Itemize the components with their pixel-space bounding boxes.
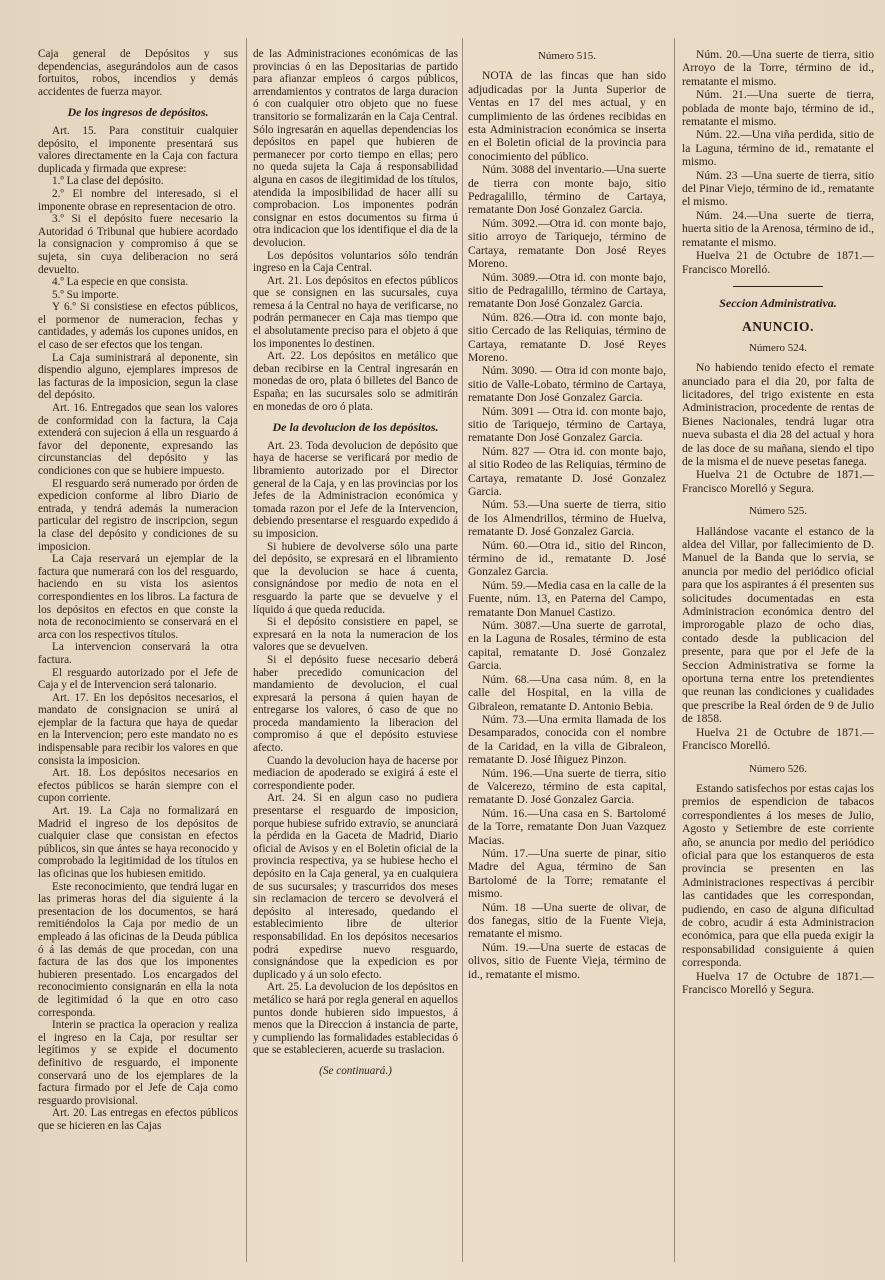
paragraph: Este reconocimiento, que tendrá lugar en las primeras horas del dia siguiente á la presentacion de los documentos, se hará remitiéndolos la Caja por medio de un empleado á las oficinas de la Deuda pública ó á las demás de que procedan, con una factura de las dos que los imponentes hubieren presentado. Los encargados del reconocimiento consignarán en ella la nota de legitimidad ó la que en otro caso corresponda. bbox=[38, 880, 238, 1019]
notice-number: Número 526. bbox=[748, 762, 808, 775]
paragraph: Art. 18. Los depósitos necesarios en efectos públicos se harán siempre con el cupon corriente. bbox=[38, 767, 238, 805]
column-rule bbox=[462, 38, 463, 1262]
paragraph: Art. 25. La devolucion de los depósitos en metálico se hará por regla general en aquellos puntos donde hubieren sido impuestos, á menos que la Direccion á instancia de parte, y cumpliendo las formalidades establecidas ó que se establecieren, acuerde su traslacion. bbox=[253, 981, 458, 1057]
paragraph: Si hubiere de devolverse sólo una parte del depósito, se expresará en el libramiento que la devolucion se hace á cuenta, consignándose por medio de nota en el resguardo la parte que se devuelve y el líquido á que queda reducida. bbox=[253, 540, 458, 616]
list-item: Núm. 17.—Una suerte de pinar, sitio Madre del Agua, término de San Bartolomé de la Torre; rematante el mismo. bbox=[468, 846, 666, 901]
list-item: Núm. 3092.—Otra id. con monte bajo, sitio arroyo de Tariquejo, término de Cartaya, rematante Don José Reyes Moreno. bbox=[468, 216, 666, 271]
list-item: Núm. 826.—Otra id. con monte bajo, sitio Cercado de las Reliquias, término de Cartaya, rematante D. José Reyes Moreno. bbox=[468, 310, 666, 364]
list-item: Núm. 827 — Otra id. con monte bajo, al sitio Rodeo de las Reliquias, término de Cartaya, rematante D. José Gonzalez Garcia. bbox=[468, 444, 666, 498]
paragraph: NOTA de las fincas que han sido adjudicadas por la Junta Superior de Ventas en 17 del mes actual, y en cumplimiento de las órdenes recibidas en esta Administracion económica se inserta en el Boletin oficial de la provincia para conocimiento del público. bbox=[468, 69, 666, 163]
column-2 bbox=[253, 48, 458, 1258]
paragraph: Art. 21. Los depósitos en efectos públicos que se consignen en las sucursales, cuya remesa á la Central no haya de verificarse, no podrán permanecer en Caja mas tiempo que el absolutamente preciso para el objeto á que los imponentes lo destinen. bbox=[253, 274, 458, 350]
section-heading: De la devolucion de los depósitos. bbox=[272, 420, 439, 435]
list-item: Núm. 18 —Una suerte de olivar, de dos fanegas, sitio de la Fuente Vieja, rematante el mismo. bbox=[468, 900, 666, 941]
paragraph: Hallándose vacante el estanco de la aldea del Villar, por fallecimiento de D. Manuel de la Banda que lo servia, se anuncia por medio del periódico oficial para que los aspirantes á él presenten sus solicitudes documentadas en esta Administracion económica dentro del improrogable plazo de ocho dias, contado desde la publicacion del presente, para que por el Jefe de la Seccion Administrativa se forme la oportuna terna entre los pretendientes que reunan las condiciones y cualidades que prescribe la Real órden de 9 de Julio de 1858. bbox=[682, 524, 874, 726]
list-item: Núm. 3089.—Otra id. con monte bajo, sitio de Pedragalillo, término de Cartaya, rematante Don José Gonzalez Garcia. bbox=[468, 270, 666, 311]
list-item: 5.º Su importe. bbox=[52, 288, 119, 301]
list-item: 2.º El nombre del interesado, si el imponente obrase en representacion de otro. bbox=[38, 187, 238, 213]
list-item: Núm. 23 —Una suerte de tierra, sitio del Pinar Viejo, término de id., rematante el mismo. bbox=[682, 168, 874, 209]
paragraph: Estando satisfechos por estas cajas los premios de espendicion de tabacos correspondientes á los meses de Julio, Agosto y Setiembre de este corriente año, se anuncia por medio del periódico oficial para que los estanqueros de esta provincia se presenten en las Administraciones respectivas á percibir las cantidades que les correspondan, pudiendo, en caso de alguna dificultad de cobro, acudir á esta Administracion económica, para que ella pueda exigir la responsabilidad consiguiente á quien corresponda. bbox=[682, 781, 874, 970]
list-item: 4.º La especie en que consista. bbox=[52, 276, 189, 289]
paragraph: La intervencion conservará la otra factura. bbox=[38, 641, 238, 666]
section-heading: De los ingresos de depósitos. bbox=[67, 105, 209, 120]
column-1 bbox=[38, 48, 238, 1258]
announcement-heading: ANUNCIO. bbox=[742, 319, 814, 335]
list-item: Núm. 3090. — Otra id con monte bajo, sitio de Valle-Lobato, término de Cartaya, rematante Don José Gonzalez Garcia. bbox=[468, 364, 666, 405]
paragraph: Art. 15. Para constituir cualquier depósito, el imponente presentará sus valores directamente en la Caja con factura duplicada y firmada que exprese: bbox=[38, 124, 238, 175]
paragraph: Si el depósito consistiere en papel, se expresará en la nota la numeracion de los valores que se devuelven. bbox=[253, 616, 458, 654]
paragraph: Si el depósito fuese necesario deberá haber precedido comunicacion del mandamiento de devolucion, el cual expresará la persona á quien hayan de entregarse los valores, ó caso de que no proceda mandamiento la liberacion del compromiso á que el depósito estuviese afecto. bbox=[253, 653, 458, 755]
list-item: Núm. 196.—Una suerte de tierra, sitio de Valcerezo, término de esta capital, rematante D. José Gonzalez Garcia. bbox=[468, 766, 666, 807]
column-rule bbox=[674, 38, 675, 1262]
paragraph: No habiendo tenido efecto el remate anunciado para el dia 20, por falta de licitadores, del trigo existente en esta Administracion, procedente de rentas de Bienes Nacionales, tendrá lugar otra nueva subasta el dia 28 del actual y hora de las doce de su mañana, siendo el tipo de la misma el de nueve pesetas fanega. bbox=[682, 361, 874, 468]
paragraph: Art. 23. Toda devolucion de depósito que haya de hacerse se verificará por medio de libramiento autorizado por el Director general de la Caja, y en las provincias por los Jefes de la Administracion económica y tomada razon por el Jefe de la Intervencion, debiendo presentarse el resguardo expedido á su imposicion. bbox=[253, 439, 458, 540]
paragraph: Art. 17. En los depósitos necesarios, el mandato de consignacion se unirá al ejemplar de la factura que haya de quedar en la Intervencion; pero este mandato no es indispensable para recibir los valores en que consista la imposicion. bbox=[38, 691, 238, 767]
notice-number: Número 515. bbox=[537, 50, 597, 62]
list-item: 3.º Si el depósito fuere necesario la Autoridad ó Tribunal que hubiere acordado la consignacion y compromiso á que se sujeta, sin cuya deliberacion no será devuelto. bbox=[38, 213, 238, 276]
separator-rule bbox=[733, 286, 823, 287]
paragraph: El resguardo será numerado por órden de expedicion conforme al libro Diario de entrada, y tendrá además la numeracion particular del registro de inscripcion, segun la clase del depósito y condiciones de su imposicion. bbox=[38, 477, 238, 553]
signature-line: Huelva 21 de Octubre de 1871.—Francisco Morelló. bbox=[682, 249, 874, 276]
paragraph: Caja general de Depósitos y sus dependencias, asegurándolos aun de casos fortuitos, robos, incendios y demás accidentes de fuerza mayor. bbox=[38, 48, 238, 98]
list-item: Núm. 3088 del inventario.—Una suerte de tierra con monte bajo, sitio Pedragalillo, término de Cartaya, rematante Don José Gonzalez Garcia. bbox=[468, 163, 666, 217]
spacer bbox=[682, 753, 874, 761]
paragraph: Interin se practica la operacion y realiza el ingreso en la Caja, por resultar ser legítimos y se expide el documento definitivo de resguardo, el imponente conservará uno de los ejemplares de la factura firmado por el Jefe de Caja como resguardo provisional. bbox=[38, 1019, 238, 1107]
list-item: Núm. 3087.—Una suerte de garrotal, en la Laguna de Rosales, término de esta capital, rematante D. José Gonzalez Garcia. bbox=[468, 619, 666, 673]
paragraph: Art. 24. Si en algun caso no pudiera presentarse el resguardo de imposicion, porque hubiese sufrido extravío, se anunciará la pérdida en la Gaceta de Madrid, Diario oficial de Avisos y en el Boletin oficial de la provincia respectiva, ya se hubiese hecho el depósito en la Caja general, ya en cualquiera de sus sucursales; y trascurridos dos meses sin reclamacion de tercero se devolverá el depósito al interesado, quedando el establecimiento libre de ulterior responsabilidad. En los depósitos necesarios podrá expedirse nuevo resguardo, consignándose que la expedicion es por duplicado y á un solo efecto. bbox=[253, 792, 458, 981]
list-item: Núm. 20.—Una suerte de tierra, sitio Arroyo de la Torre, término de id., rematante el mismo. bbox=[682, 48, 874, 88]
signature-line: Huelva 17 de Octubre de 1871.—Francisco Morelló y Segura. bbox=[682, 969, 874, 996]
paragraph: La Caja suministrará al deponente, sin dispendio alguno, ejemplares impresos de las facturas de la imposicion, segun la clase del depósito. bbox=[38, 351, 238, 402]
paragraph: Art. 22. Los depósitos en metálico que deban recibirse en la Central ingresarán en monedas de oro, plata ó billetes del Banco de España; en las sucursales solo se admitirán en monedas de oro ó plata. bbox=[253, 350, 458, 413]
list-item: Núm. 60.—Otra id., sitio del Rincon, término de id., rematante D. José Gonzalez Garcia. bbox=[468, 538, 666, 579]
list-item: Núm. 21.—Una suerte de tierra, poblada de monte bajo, término de id., rematante el mismo. bbox=[682, 88, 874, 129]
list-item: Núm. 59.—Media casa en la calle de la Fuente, núm. 13, en Paterna del Campo, rematante Don Manuel Castizo. bbox=[468, 578, 666, 619]
signature-line: Huelva 21 de Octubre de 1871.—Francisco Morelló y Segura. bbox=[682, 468, 874, 495]
column-4 bbox=[682, 48, 874, 1258]
column-3 bbox=[468, 48, 666, 1258]
paragraph: Art. 16. Entregados que sean los valores de conformidad con la factura, la Caja extenderá con sujecion á ella un resguardo á favor del deponente, expresando las circunstancias del depósito y las condiciones con que se hubiere impuesto. bbox=[38, 402, 238, 477]
list-item: Núm. 16.—Una casa en S. Bartolomé de la Torre, rematante Don Juan Vazquez Macias. bbox=[468, 806, 666, 847]
paragraph: Y 6.º Si consistiese en efectos públicos, el pormenor de numeracion, fechas y cantidades, y además los cupones unidos, en el caso de ser efectos que los tengan. bbox=[38, 301, 238, 352]
continued-note: (Se continuará.) bbox=[319, 1064, 392, 1077]
paragraph: Cuando la devolucion haya de hacerse por mediacion de apoderado se exigirá á este el correspondiente poder. bbox=[253, 754, 458, 792]
list-item: Núm. 68.—Una casa núm. 8, en la calle del Hospital, en la villa de Gibraleon, rematante D. Antonio Bebia. bbox=[468, 672, 666, 713]
notice-number: Número 524. bbox=[748, 341, 808, 354]
list-item: Núm. 19.—Una suerte de estacas de olivos, sitio de Fuente Vieja, término de id., rematante el mismo. bbox=[468, 940, 666, 981]
signature-line: Huelva 21 de Octubre de 1871.—Francisco Morelló. bbox=[682, 725, 874, 753]
list-item: Núm. 3091 — Otra id. con monte bajo, sitio de Tariquejo, término de Cartaya, rematante Don José Gonzalez Garcia. bbox=[468, 404, 666, 445]
list-item: Núm. 53.—Una suerte de tierra, sitio de los Almendrillos, término de Huelva, rematante D. José Gonzalez Garcia. bbox=[468, 498, 666, 539]
paragraph: Art. 19. La Caja no formalizará en Madrid el ingreso de los depósitos de cualquier clase que consistan en efectos públicos, sin que ántes se haya reconocido y comprobado la legitimidad de los títulos en las oficinas que los hubiesen emitido. bbox=[38, 805, 238, 880]
list-item: Núm. 22.—Una viña perdida, sitio de la Laguna, término de id., rematante el mismo. bbox=[682, 128, 874, 169]
list-item: 1.º La clase del depósito. bbox=[52, 175, 164, 188]
column-rule bbox=[246, 38, 247, 1262]
notice-number: Número 525. bbox=[748, 505, 808, 518]
paragraph: El resguardo autorizado por el Jefe de Caja y el de Intervencion será talonario. bbox=[38, 666, 238, 692]
list-item: Núm. 24.—Una suerte de tierra, huerta sitio de la Arenosa, término de id., rematante el mismo. bbox=[682, 208, 874, 249]
paragraph: Los depósitos voluntarios sólo tendrán ingreso en la Caja Central. bbox=[253, 249, 458, 275]
section-heading: Seccion Administrativa. bbox=[719, 295, 837, 310]
paragraph: La Caja reservará un ejemplar de la factura que numerará con los del resguardo, haciendo en su vista los asientos correspondientes en los libros. La factura de los depósitos en efectos en que conste la nota de reconocimiento se conservará en el arca con los respectivos títulos. bbox=[38, 553, 238, 641]
list-item: Núm. 73.—Una ermita llamada de los Desamparados, conocida con el nombre de la Caridad, en la villa de Gibraleon, rematante D. José Iñiguez Pinzon. bbox=[468, 712, 666, 767]
paragraph: de las Administraciones económicas de las provincias ó en las Depositarias de partido para afianzar empleos ó cargos públicos, arrendamientos y contratos de larga duracion ó con cualquier otro objeto que no fuese transitorio se formalizarán en la Caja Central. Sólo ingresarán en aquellas dependencias los depósitos en papel que hubieren de permanecer por corto tiempo en ellas; pero no queda sujeta la Caja á responsabilidad alguna en casos de ilegitimidad de los títulos, atendida la imposibilidad de hacer allí su comprobacion. Los imponentes podrán consignar en estos documentos su firma ú otra indicacion que los identifique el dia de la devolucion. bbox=[253, 48, 458, 249]
paragraph: Art. 20. Las entregas en efectos públicos que se hicieren en las Cajas bbox=[38, 1107, 238, 1132]
spacer bbox=[682, 495, 874, 503]
